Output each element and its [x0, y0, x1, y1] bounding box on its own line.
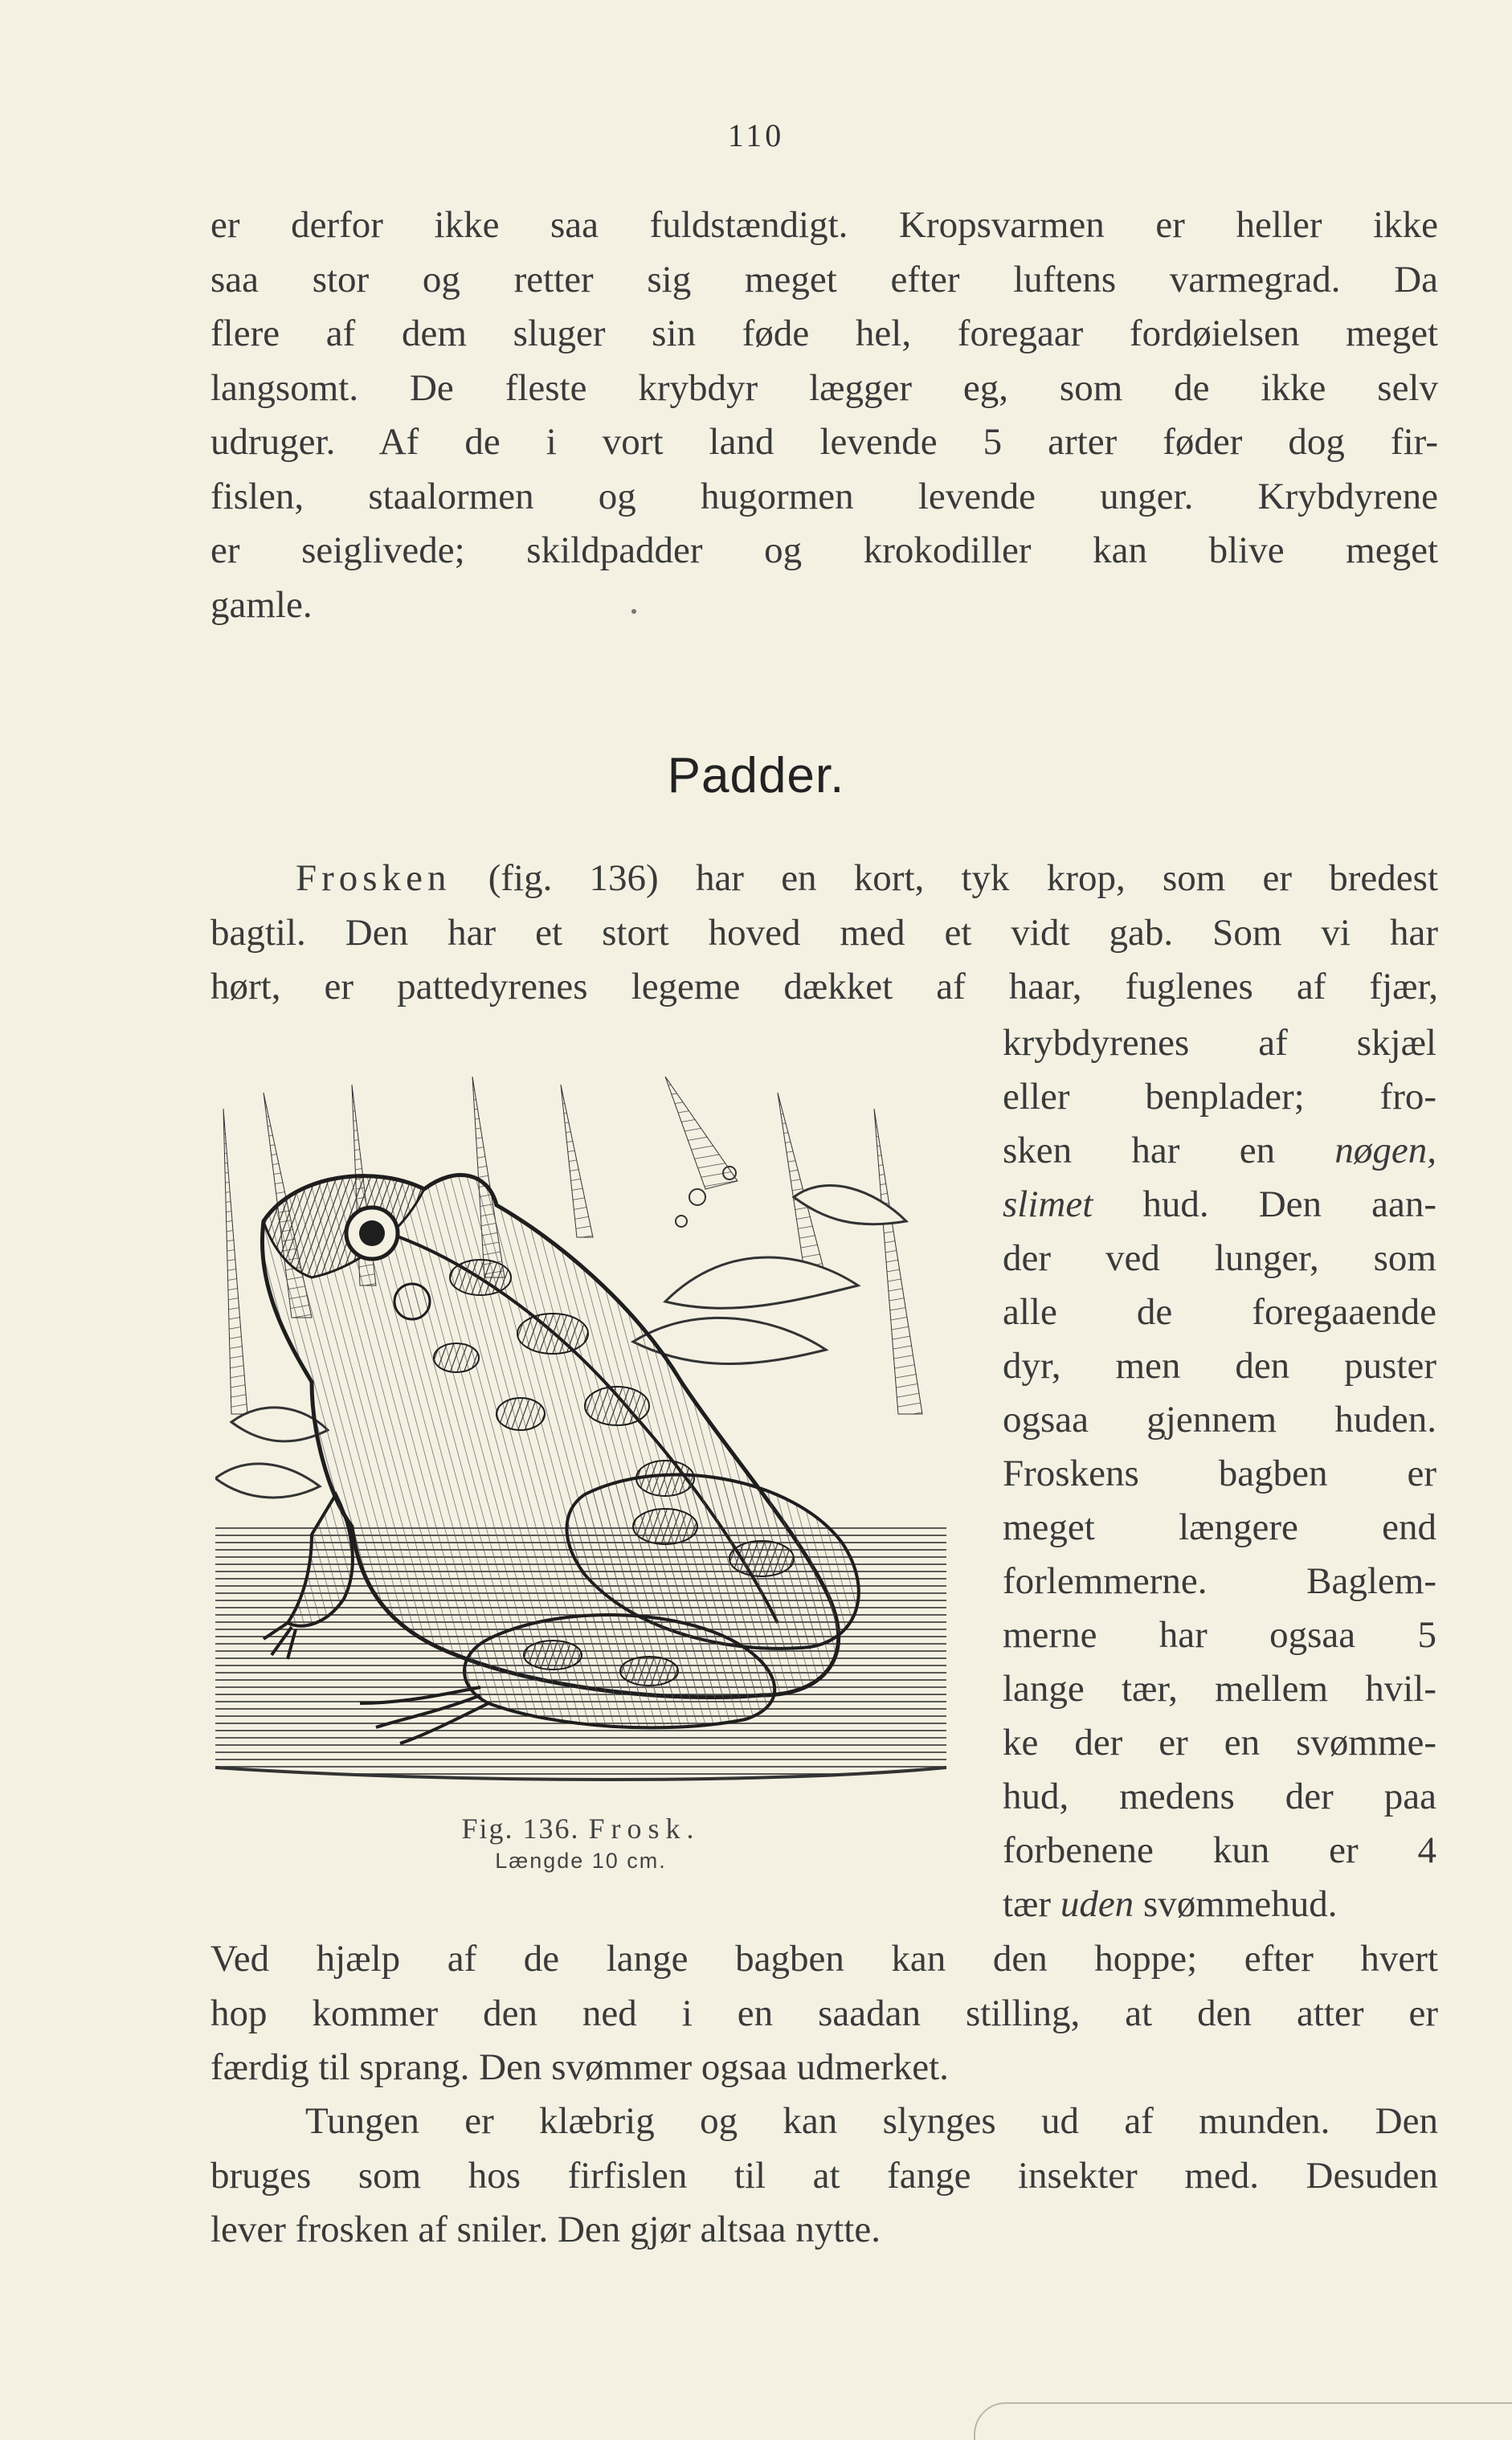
italic-word: uden: [1060, 1883, 1134, 1925]
text-line: lange tær, mellem hvil-: [1003, 1668, 1436, 1710]
text-line: forbenene kun er 4: [1003, 1829, 1436, 1871]
text-line: ke der er en svømme-: [1003, 1722, 1436, 1764]
text-span: (fig. 136) har en kort, tyk krop, som er bredest: [488, 857, 1439, 899]
caption-length: Længde 10 cm.: [495, 1849, 667, 1873]
text-line: [1003, 1178, 1436, 1232]
text-line: Froskens bagben er: [1003, 1453, 1436, 1494]
page-edge-shadow: [974, 2402, 1512, 2440]
page-number: 110: [727, 117, 785, 153]
text-line: eller benplader; fro-: [1003, 1076, 1436, 1118]
text-line: meget længere end: [1003, 1506, 1436, 1548]
text-line: hop kommer den ned i en saadan stilling, at den atter er: [210, 1992, 1438, 2034]
text-line: alle de foregaaende: [1003, 1291, 1436, 1333]
paragraph-side-column: [1003, 1016, 1436, 1931]
text-line: fislen, staalormen og hugormen levende unger. Krybdyrene: [210, 475, 1438, 517]
text-line: hørt, er pattedyrenes legeme dækket af haar, fuglenes af fjær,: [210, 966, 1438, 1007]
text-line: forlemmerne. Baglem-: [1003, 1560, 1436, 1602]
text-line: bruges som hos firfislen til at fange insekter med. Desuden: [210, 2154, 1438, 2197]
caption-figure-number: Fig. 136.: [461, 1813, 580, 1845]
text-line: [1003, 1124, 1436, 1178]
text-line: der ved lunger, som: [1003, 1237, 1436, 1279]
text-line: Tungen er klæbrig og kan slynges ud af munden. Den: [305, 2100, 1438, 2142]
text-line: merne har ogsaa 5: [1003, 1614, 1436, 1656]
text-line: lever frosken af sniler. Den gjør altsaa nytte.: [210, 2209, 881, 2250]
paragraph-hopping: [210, 1932, 1438, 2095]
section-heading: Padder.: [667, 748, 845, 803]
figure-caption: [215, 1812, 946, 1874]
text-line: udruger. Af de i vort land levende 5 arter føder dog fir-: [210, 421, 1438, 463]
paragraph-tongue: [210, 2095, 1438, 2258]
text-line: er seiglivede; skildpadder og krokodiller kan blive meget: [210, 529, 1438, 571]
text-line: [210, 852, 1438, 906]
paragraph-frosken-intro: [210, 852, 1438, 1015]
frosken-spaced-word: Frosken: [296, 857, 452, 899]
text-line: [1003, 1878, 1436, 1931]
text-line: ogsaa gjennem huden.: [1003, 1399, 1436, 1441]
paragraph-krybdyr: [210, 198, 1438, 632]
ink-speck: [631, 609, 636, 614]
text-line: færdig til sprang. Den svømmer ogsaa udmerket.: [210, 2046, 949, 2088]
text-line: hud, medens der paa: [1003, 1776, 1436, 1817]
caption-name: Frosk.: [588, 1813, 701, 1845]
frog-illustration: [215, 1077, 946, 1800]
text-line: saa stor og retter sig meget efter luftens varmegrad. Da: [210, 258, 1438, 300]
italic-word: slimet: [1003, 1183, 1093, 1225]
text-line: bagtil. Den har et stort hoved med et vidt gab. Som vi har: [210, 911, 1438, 954]
text-line: Ved hjælp af de lange bagben kan den hoppe; efter hvert: [210, 1938, 1438, 1980]
text-line: krybdyrenes af skjæl: [1003, 1022, 1436, 1064]
italic-word: nøgen,: [1334, 1130, 1436, 1171]
text-line: dyr, men den puster: [1003, 1345, 1436, 1387]
text-line: gamle.: [210, 583, 313, 626]
text-span: hud. Den aan-: [1142, 1183, 1436, 1225]
text-span: sken har en: [1003, 1130, 1276, 1171]
text-line: flere af dem sluger sin føde hel, foregaar fordøielsen meget: [210, 313, 1438, 354]
text-span: svømmehud.: [1142, 1883, 1338, 1925]
text-line: er derfor ikke saa fuldstændigt. Kropsvarmen er heller ikke: [210, 204, 1438, 246]
text-line: langsomt. De fleste krybdyr lægger eg, som de ikke selv: [210, 366, 1438, 409]
text-span: tær: [1003, 1883, 1052, 1925]
